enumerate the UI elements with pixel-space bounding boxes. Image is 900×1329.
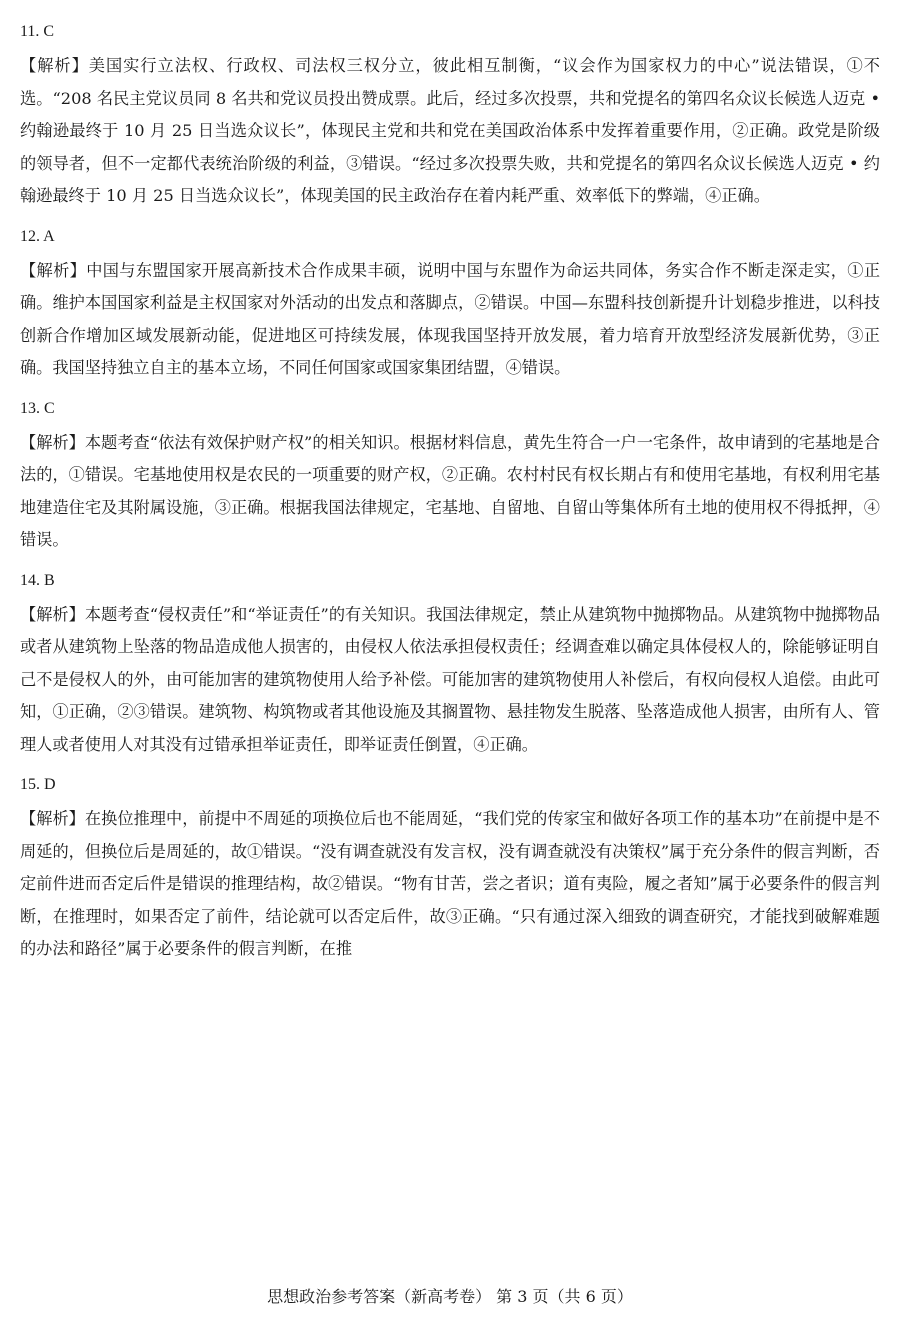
analysis-text: 中国与东盟国家开展高新技术合作成果丰硕，说明中国与东盟作为命运共同体，务实合作不断走深走实，①正确。维护本国国家利益是主权国家对外活动的出发点和落脚点，②错误。中国—东盟科技创新提升计划稳步推进，以科技创新合作增加区域发展新动能，促进地区可持续发展，体现我国坚持开放发展，着力培育开放型经济发展新优势，③正确。我国坚持独立自主的基本立场，不同任何国家或国家集团结盟，④错误。: [20, 260, 881, 377]
question-13: [20, 399, 880, 557]
question-14: [20, 571, 880, 762]
analysis-tag: 【解析】: [20, 432, 85, 452]
question-11: [20, 22, 880, 213]
question-number: 14. B: [20, 571, 55, 589]
analysis-paragraph: [20, 50, 880, 213]
analysis-tag: 【解析】: [20, 260, 87, 280]
analysis-paragraph: [20, 427, 880, 557]
analysis-text: 在换位推理中，前提中不周延的项换位后也不能周延，“我们党的传家宝和做好各项工作的基本功”在前提中是不周延的，但换位后是周延的，故①错误。“没有调查就没有发言权，没有调查就没有决策权”属于充分条件的假言判断，否定前件进而否定后件是错误的推理结构，故②错误。“物有甘苦，尝之者识；道有夷险，履之者知”属于必要条件的假言判断，在推理时，如果否定了前件，结论就可以否定后件，故③正确。“只有通过深入细致的调查研究，才能找到破解难题的办法和路径”属于必要条件的假言判断，在推: [20, 809, 880, 958]
analysis-paragraph: [20, 599, 880, 762]
analysis-paragraph: [20, 803, 880, 966]
question-number: 15. D: [20, 776, 56, 793]
analysis-tag: 【解析】: [20, 56, 89, 75]
page-footer: 思想政治参考答案（新高考卷） 第 3 页（共 6 页）: [267, 1287, 633, 1306]
analysis-tag: 【解析】: [20, 809, 85, 828]
question-number: 12. A: [20, 227, 55, 245]
question-number: 13. C: [20, 399, 55, 417]
analysis-text: 美国实行立法权、行政权、司法权三权分立，彼此相互制衡，“议会作为国家权力的中心”说法错误，①不选。“208 名民主党议员同 8 名共和党议员投出赞成票。此后，经过多次投票，共和党提名的第四名众议长候选人迈克 • 约翰逊最终于 10 月 25 日当选众议长”，体现民主党和共和党在美国政治体系中发挥着重要作用，②正确。政党是阶级的领导者，但不一定都代表统治阶级的利益，③错误。“经过多次投票失败，共和党提名的第四名众议长候选人迈克 • 约翰逊最终于 10 月 25 日当选众议长”，体现美国的民主政治存在着内耗严重、效率低下的弊端，④正确。: [20, 56, 880, 205]
analysis-paragraph: [20, 255, 880, 385]
analysis-text: 本题考查“侵权责任”和“举证责任”的有关知识。我国法律规定，禁止从建筑物中抛掷物品。从建筑物中抛掷物品或者从建筑物上坠落的物品造成他人损害的，由侵权人依法承担侵权责任；经调查难以确定具体侵权人的，除能够证明自己不是侵权人的外，由可能加害的建筑物使用人给予补偿。可能加害的建筑物使用人补偿后，有权向侵权人追偿。由此可知，①正确，②③错误。建筑物、构筑物或者其他设施及其搁置物、悬挂物发生脱落、坠落造成他人损害，由所有人、管理人或者使用人对其没有过错承担举证责任，即举证责任倒置，④正确。: [20, 604, 881, 754]
question-15: [20, 775, 880, 966]
analysis-tag: 【解析】: [20, 604, 85, 624]
question-number: 11. C: [20, 23, 55, 40]
question-12: [20, 227, 880, 385]
analysis-text: 本题考查“依法有效保护财产权”的相关知识。根据材料信息，黄先生符合一户一宅条件，故申请到的宅基地是合法的，①错误。宅基地使用权是农民的一项重要的财产权，②正确。农村村民有权长期占有和使用宅基地，有权利用宅基地建造住宅及其附属设施，③正确。根据我国法律规定，宅基地、自留地、自留山等集体所有土地的使用权不得抵押，④错误。: [20, 432, 880, 549]
